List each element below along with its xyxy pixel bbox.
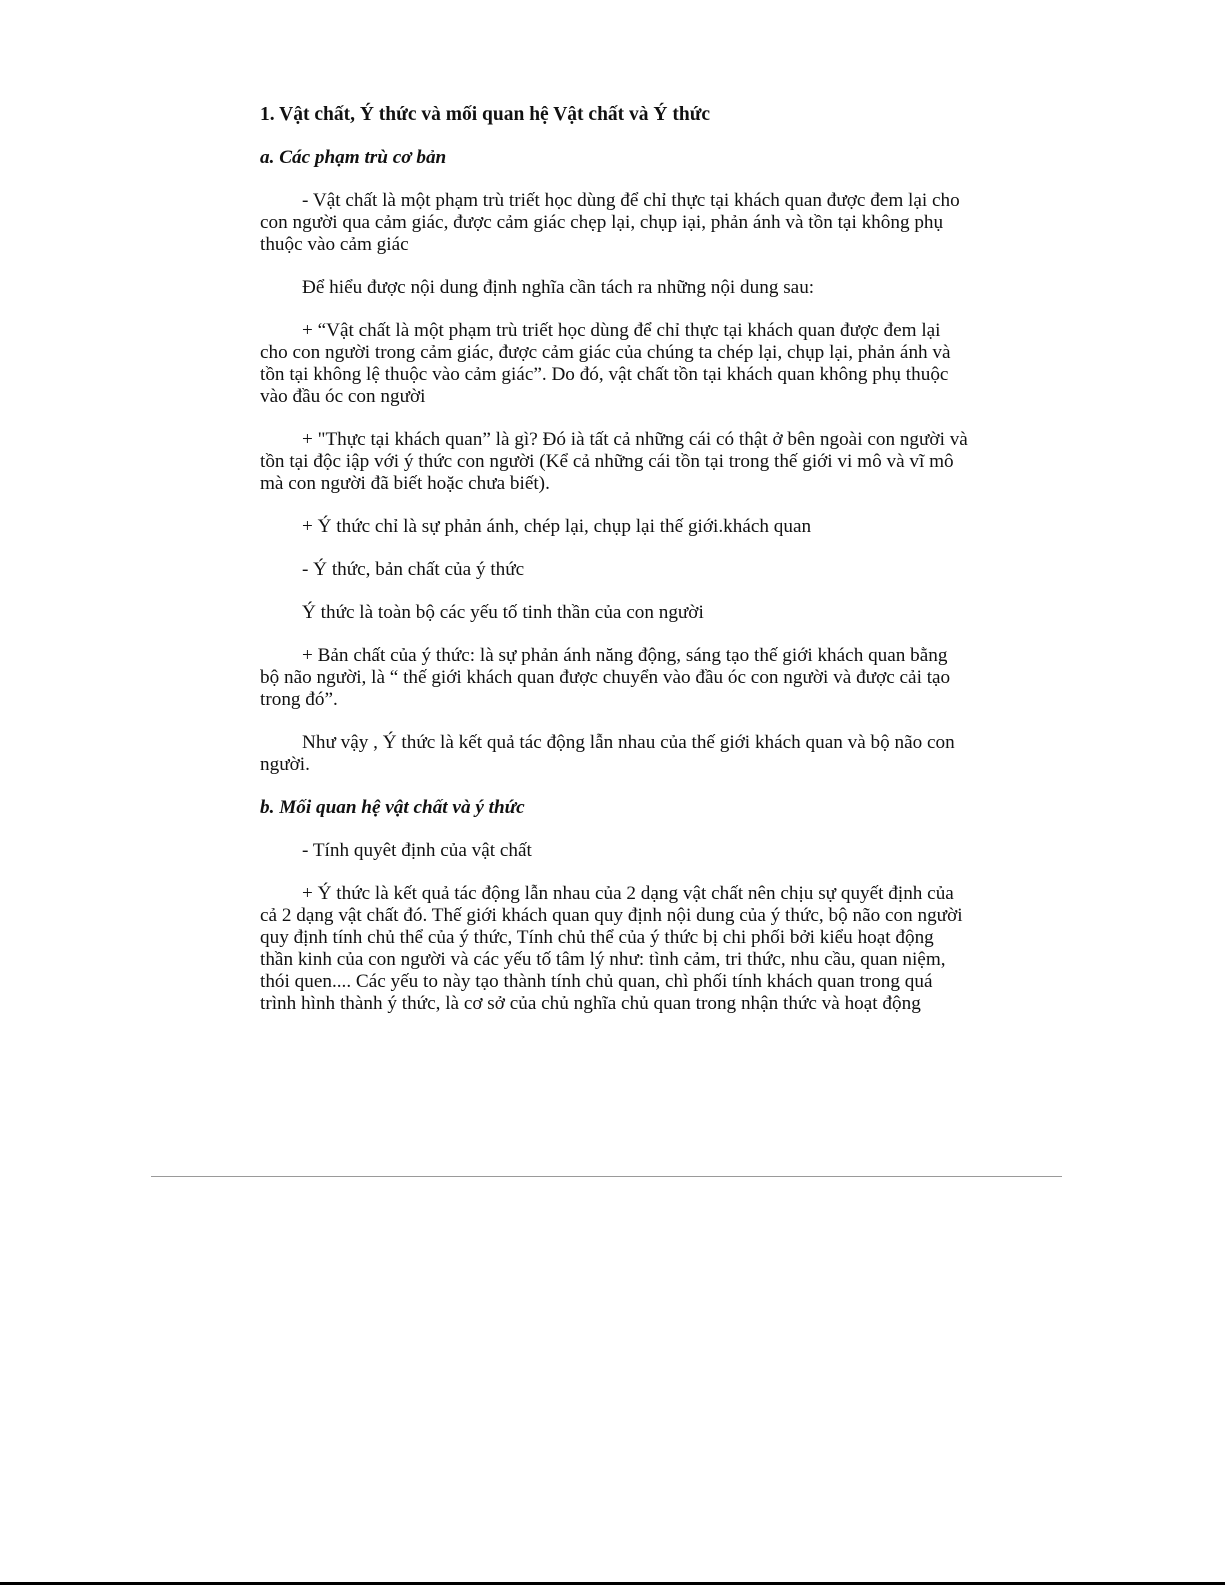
paragraph-a6: - Ý thức, bản chất của ý thức <box>302 559 525 580</box>
paragraph-a7: Ý thức là toàn bộ các yếu tố tinh thần của con người <box>302 602 704 623</box>
paragraph-b1: - Tính quyêt định của vật chất <box>302 840 532 861</box>
paragraph-a8: + Bản chất của ý thức: là sự phản ánh năng động, sáng tạo thế giới khách quan bằng bộ não người, là “ thế giới khách quan được chuyển vào đầu óc con người và được cải tạo trong đó”. <box>260 645 951 710</box>
paragraph-a3: + “Vật chất là một phạm trù triết học dùng để chỉ thực tại khách quan được đem lại cho con người trong cảm giác, được cảm giác của chúng ta chép lại, chụp lại, phản ánh và tồn tại không lệ thuộc vào cảm giác”. Do đó, vật chất tồn tại khách quan không phụ thuộc vào đầu óc con người <box>260 320 951 407</box>
section-a-heading: a. Các phạm trù cơ bản <box>260 147 447 168</box>
paragraph-a5: + Ý thức chỉ là sự phản ánh, chép lại, chụp lại thế giới.khách quan <box>302 516 812 537</box>
page-divider <box>151 1176 1062 1177</box>
section-b-heading: b. Mối quan hệ vật chất và ý thức <box>260 797 525 818</box>
paragraph-a2: Để hiểu được nội dung định nghĩa cần tách ra những nội dung sau: <box>302 277 815 298</box>
paragraph-b2: + Ý thức là kết quả tác động lẫn nhau của 2 dạng vật chất nên chịu sự quyết định của cả 2 dạng vật chất đó. Thế giới khách quan quy định nội dung của ý thức, bộ não con người quy định tính chủ thể của ý thức, Tính chủ thể của ý thức bị chi phối bởi kiểu hoạt động thần kinh của con người và các yếu tố tâm lý như: tình cảm, tri thức, nhu cầu, quan niệm, thói quen.... Các yếu to này tạo thành tính chủ quan, chì phối tính khách quan trong quá trình hình thành ý thức, là cơ sở của chủ nghĩa chủ quan trong nhận thức và hoạt động <box>260 883 963 1014</box>
paragraph-a9: Như vậy , Ý thức là kết quả tác động lẫn nhau của thế giới khách quan và bộ não con người. <box>260 732 955 775</box>
paragraph-a4: + "Thực tại khách quan” là gì? Đó ià tất cả những cái có thật ở bên ngoài con người và tồn tại độc iập với ý thức con người (Kể cả những cái tồn tại trong thế giới vi mô và vĩ mô mà con người đã biết hoặc chưa biết). <box>260 429 968 494</box>
document-title: 1. Vật chất, Ý thức và mối quan hệ Vật chất và Ý thức <box>260 104 711 125</box>
document-body <box>260 104 970 1036</box>
paragraph-a1: - Vật chất là một phạm trù triết học dùng để chỉ thực tại khách quan được đem lại cho con người qua cảm giác, được cảm giác chẹp lại, chụp iại, phản ánh và tồn tại không phụ thuộc vào cảm giác <box>260 190 960 255</box>
